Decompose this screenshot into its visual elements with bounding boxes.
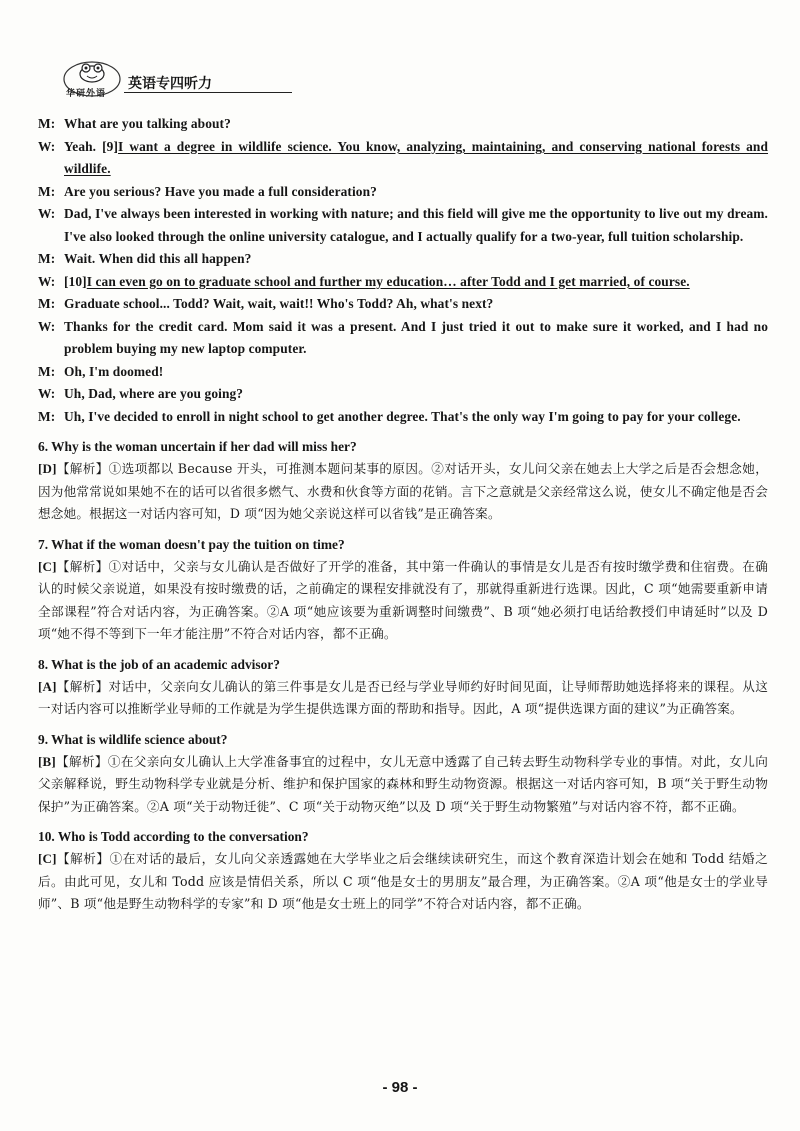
explanation-text: 【解析】①对话中，父亲与女儿确认是否做好了开学的准备，其中第一件确认的事情是女儿是否有按时缴学费和住宿费。在确认的时候父亲说道，如果没有按时缴费的话，之前确定的课程安排就没有了，那就得重新进行选课。因此，C 项“她需要重新申请全部课程”符合对话内容，为正确答案。②A 项“她应该要为重新调整时间缴费”、B 项“她必须打电话给教授们申请延时”以及 D 项“她不得不等到下一年才能注册”不符合对话内容，都不正确。 [38,558,768,641]
answer-explanation [38,751,768,819]
dialogue-line [38,203,768,248]
answer-label: [C] [38,851,57,866]
speaker-label: W: [38,138,56,154]
dialogue-segment: Uh, Dad, where are you going? [64,386,244,401]
dialogue-line [38,113,768,136]
question-text: 9. What is wildlife science about? [38,731,228,747]
speaker-label: W: [38,206,56,221]
answer-label: [A] [38,678,57,694]
answer-explanation [38,676,768,721]
dialogue-segment: Oh, I'm doomed! [64,363,164,379]
dialogue-line [38,136,768,181]
dialogue-text [64,383,768,406]
underlined-answer-text: I can even go on to graduate school and further my education… after Todd and I get married, of course. [86,273,690,289]
question-text: 7. What if the woman doesn't pay the tuition on time? [38,536,345,552]
dialogue-text [64,361,768,384]
dialogue-text [64,248,768,271]
speaker-label: M: [38,363,56,379]
page-number: - 98 - [382,1079,418,1096]
dialogue-segment: What are you talking about? [64,116,231,131]
dialogue-text [64,136,768,181]
speaker-label: M: [38,116,56,131]
question-text: 10. Who is Todd according to the conversation? [38,829,309,844]
dialogue-segment: Wait. When did this all happen? [64,251,252,266]
question-text: 6. Why is the woman uncertain if her dad will miss her? [38,439,357,454]
dialogue-segment: Thanks for the credit card. Mom said it was a present. And I just tried it out to make sure it worked, and I had no problem buying my new laptop computer. [64,318,768,356]
frog-mascot-icon [62,60,122,98]
question-block [38,729,768,819]
question-text: 8. What is the job of an academic advisor? [38,656,280,672]
header-rule [124,92,292,93]
speaker-label: M: [38,296,56,311]
dialogue-segment: Graduate school... Todd? Wait, wait, wait!! Who's Todd? Ah, what's next? [64,296,494,311]
explanation-text: 【解析】①选项都以 Because 开头，可推测本题问某事的原因。②对话开头，女儿问父亲在她去上大学之后是否会想念她，因为他常常说如果她不在的话可以省很多燃气、水费和伙食等方面的花销。言下之意就是父亲经常这么说，使女儿不确定他是否会想念她。根据这一对话内容可知，D 项“因为她父亲说这样可以省钱”是正确答案。 [38,461,768,521]
speaker-label: M: [38,251,56,266]
dialogue-line [38,316,768,361]
answer-label: [C] [38,558,57,574]
speaker-label: M: [38,183,56,199]
dialogue-text [64,203,768,248]
dialogue-line [38,271,768,294]
question-block [38,534,768,646]
dialogue-text [64,113,768,136]
dialogue-text [64,181,768,204]
question-block [38,654,768,721]
dialogue-line [38,248,768,271]
speaker-label: W: [38,318,56,334]
dialogue-line [38,181,768,204]
dialogue-line [38,361,768,384]
answer-explanation [38,556,768,646]
dialogue-text [64,271,768,294]
speaker-label: M: [38,408,56,424]
question-block [38,436,768,526]
dialogue-line [38,383,768,406]
dialogue-text [64,316,768,361]
dialogue-segment: Dad, I've always been interested in working with nature; and this field will give me the opportunity to live out my dream. I've also looked through the online university catalogue, and I actually qualify for a two-year, full tuition scholarship. [64,206,768,244]
book-title: 英语专四听力 [128,76,212,92]
answer-label: [D] [38,461,57,476]
dialogue-segment: Uh, I've decided to enroll in night school to get another degree. That's the only way I'm going to pay for your college. [64,408,741,424]
dialogue-transcript [38,113,768,428]
underlined-answer-text: I want a degree in wildlife science. You know, analyzing, maintaining, and conserving national forests and wildlife. [64,138,769,176]
answer-label: [B] [38,753,56,769]
page-content [38,113,768,916]
dialogue-text [64,406,768,429]
dialogue-line [38,406,768,429]
speaker-label: W: [38,273,56,289]
question-list [38,436,768,916]
answer-explanation [38,458,768,526]
explanation-text: 【解析】①在对话的最后，女儿向父亲透露她在大学毕业之后会继续读研究生，而这个教育深造计划会在她和 Todd 结婚之后。由此可见，女儿和 Todd 应该是情侣关系，所以 C 项“他是女士的男朋友”最合理，为正确答案。②A 项“他是女士的学业导师”、B 项“他是野生动物科学的专家”和 D 项“他是女士班上的同学”不符合对话内容，都不正确。 [38,851,768,911]
page-header [62,60,262,98]
explanation-text: 【解析】①在父亲向女儿确认上大学准备事宜的过程中，女儿无意中透露了自己转去野生动物科学专业的事情。对此，女儿向父亲解释说，野生动物科学专业就是分析、维护和保护国家的森林和野生动物资源。根据这一对话内容可知，B 项“关于野生动物保护”为正确答案。②A 项“关于动物迁徙”、C 项“关于动物灭绝”以及 D 项“关于野生动物繁殖”与对话内容不符，都不正确。 [38,753,768,814]
speaker-label: W: [38,386,56,401]
question-block [38,826,768,916]
dialogue-segment: Yeah. [9] [64,138,119,154]
dialogue-segment: [10] [64,273,87,289]
explanation-text: 【解析】对话中，父亲向女儿确认的第三件事是女儿是否已经与学业导师约好时间见面，让导师帮助她选择将来的课程。从这一对话内容可以推断学业导师的工作就是为学生提供选课方面的帮助和指导。因此，A 项“提供选课方面的建议”为正确答案。 [38,678,768,716]
answer-explanation [38,848,768,916]
dialogue-line [38,293,768,316]
dialogue-text [64,293,768,316]
dialogue-segment: Are you serious? Have you made a full consideration? [64,183,377,199]
logo-text: 华研外语 [66,89,107,99]
